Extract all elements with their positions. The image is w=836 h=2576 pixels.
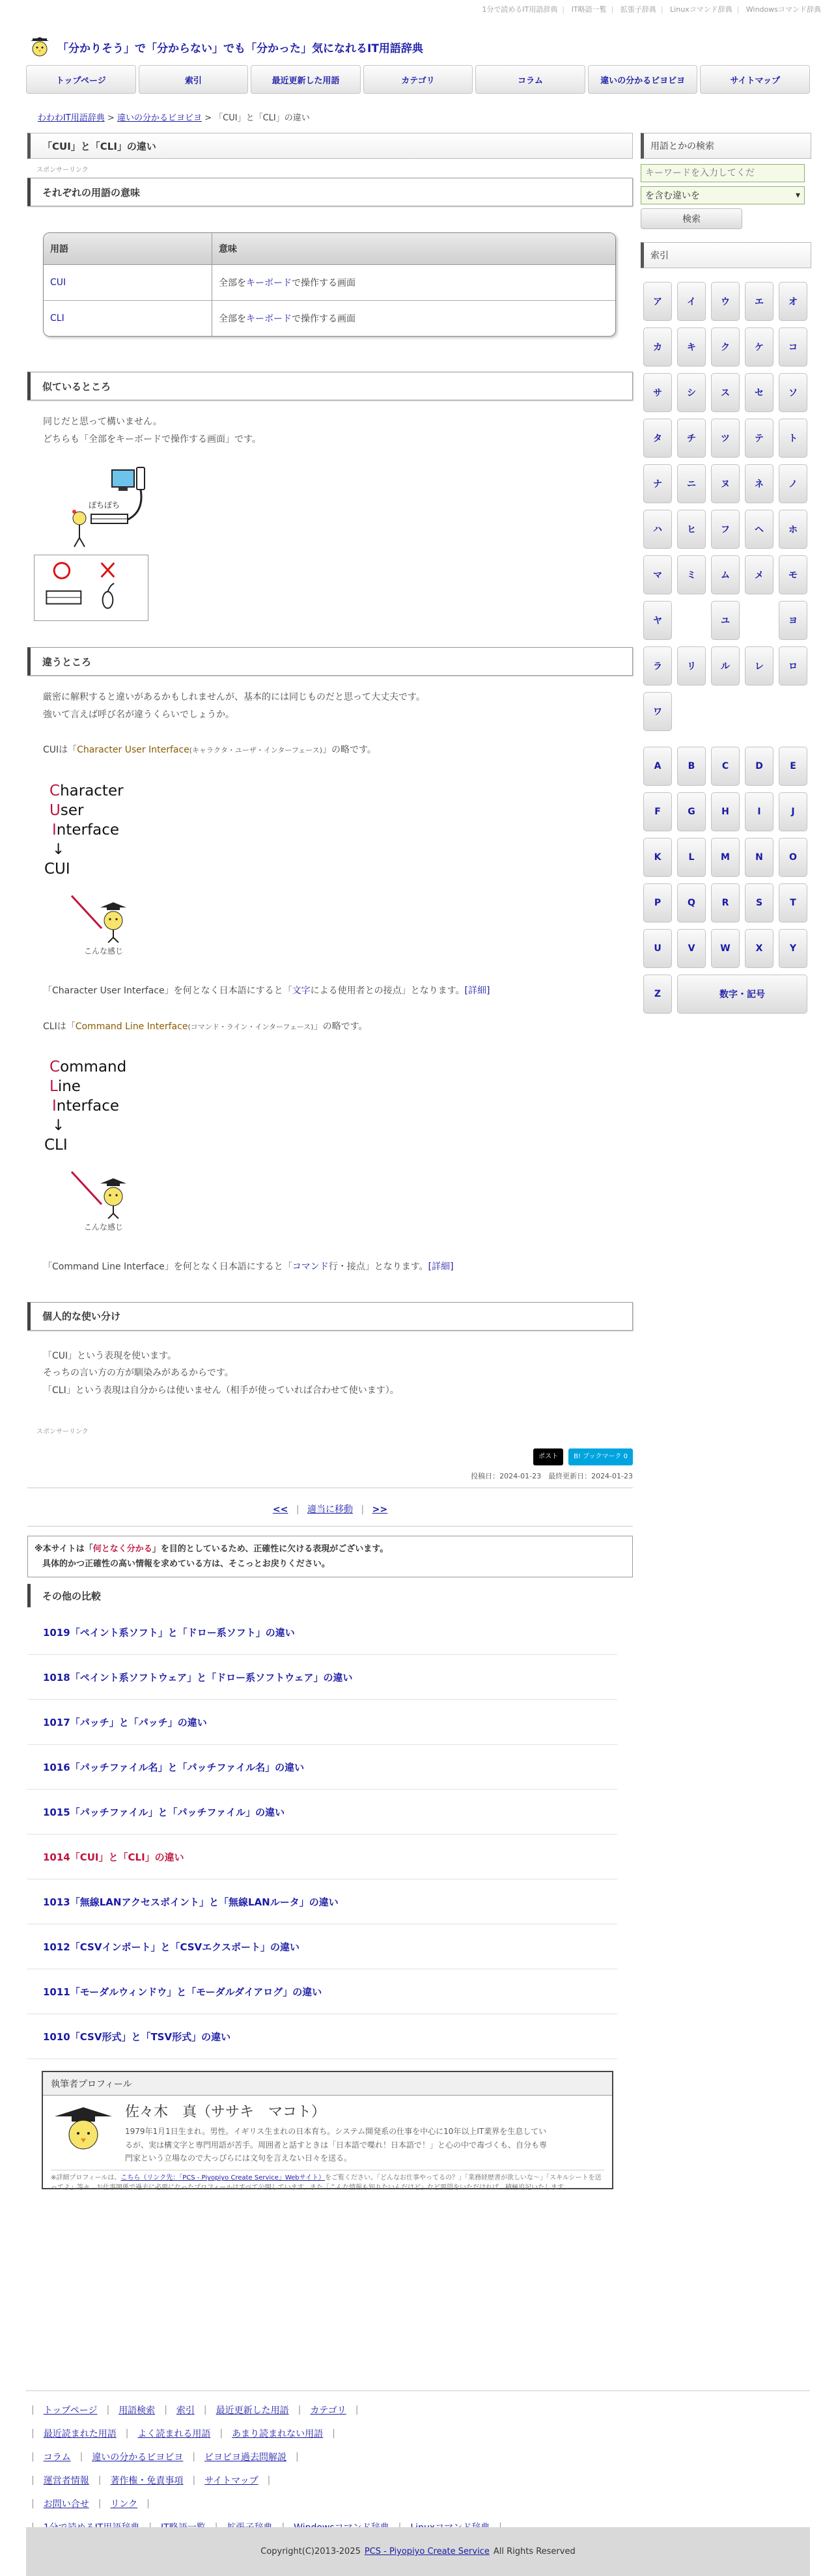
site-title[interactable]: 「分かりそう」で「分からない」でも「分かった」気になれるIT用語辞典 bbox=[57, 42, 423, 55]
cli-full-name: Command Line Interface bbox=[75, 1021, 188, 1032]
footer-separator: | bbox=[79, 2452, 83, 2462]
kana-index-button[interactable]: テ bbox=[745, 419, 773, 458]
nav-difference[interactable]: 違いの分かるビヨビヨ bbox=[588, 65, 698, 94]
kana-index-button[interactable]: ワ bbox=[643, 692, 672, 731]
comparison-link[interactable]: 1015「パッチファイル」と「パッチファイル」の違い bbox=[27, 1790, 617, 1835]
search-heading: 用語とかの検索 bbox=[641, 133, 811, 159]
footer-separator: | bbox=[31, 2499, 35, 2509]
footer-separator: | bbox=[31, 2475, 35, 2486]
meaning-text: 全部を bbox=[219, 278, 246, 288]
notice-box bbox=[27, 1536, 633, 1578]
kana-index-button[interactable]: ウ bbox=[711, 282, 740, 321]
kana-index-button[interactable]: ム bbox=[711, 555, 740, 594]
comparison-link-current[interactable]: 1014「CUI」と「CLI」の違い bbox=[27, 1835, 617, 1879]
cli-abbr: CLI bbox=[44, 1137, 68, 1154]
cui-kana: (キャラクタ・ユーザ・インターフェース) bbox=[189, 746, 323, 755]
search-button[interactable]: 検索 bbox=[641, 208, 742, 229]
kana-index-button[interactable]: ヌ bbox=[711, 464, 740, 503]
sponsor-label: スポンサーリンク bbox=[36, 1428, 89, 1435]
footer-separator: | bbox=[98, 2499, 102, 2509]
pager: << | 適当に移動 | >> bbox=[27, 1503, 633, 1527]
section-heading-meaning: それぞれの用語の意味 bbox=[27, 178, 633, 206]
alpha-index-button[interactable]: H bbox=[711, 792, 740, 831]
alpha-index-button[interactable]: X bbox=[745, 929, 773, 968]
alpha-index-button[interactable]: R bbox=[711, 883, 740, 922]
footer-row bbox=[26, 2445, 810, 2469]
acronym-word: Interface bbox=[52, 1098, 119, 1115]
select-value: を含む違いを bbox=[645, 191, 700, 201]
term-link-cui[interactable]: CUI bbox=[50, 277, 66, 288]
cui-acronym-diagram bbox=[44, 781, 633, 879]
footer-separator: | bbox=[267, 2475, 271, 2486]
kana-index-button[interactable]: コ bbox=[779, 327, 807, 367]
cui-full-name: Character User Interface bbox=[77, 745, 189, 756]
kana-index-button[interactable]: ハ bbox=[643, 510, 672, 549]
copyright-text: All Rights Reserved bbox=[493, 2547, 576, 2556]
footer-separator: | bbox=[192, 2475, 196, 2486]
down-arrow-icon: ↓ bbox=[52, 1117, 65, 1135]
alpha-index-button[interactable]: T bbox=[779, 883, 807, 922]
text-line: 「CLI」という表現は自分からは使いません（相手が使っていれば合わせて使います）。 bbox=[43, 1385, 399, 1396]
sponsor-label: スポンサーリンク bbox=[36, 167, 89, 174]
match-select[interactable] bbox=[641, 186, 805, 204]
ok-ng-keyboard-mouse-illustration bbox=[34, 555, 148, 621]
profile-detail-link[interactable]: こちら（リンク先：「PCS - Piyopiyo Create Service」Webサイト） bbox=[120, 2174, 325, 2182]
acronym-word: Line bbox=[49, 1078, 81, 1096]
cli-explanation bbox=[27, 1258, 633, 1276]
kana-index-button[interactable]: ヨ bbox=[779, 601, 807, 640]
cli-konna-caption: こんな感じ bbox=[83, 1223, 123, 1232]
comparison-list bbox=[27, 1610, 633, 2059]
alpha-index-button[interactable]: E bbox=[779, 747, 807, 786]
top-link[interactable]: Linuxコマンド辞典 bbox=[670, 5, 732, 14]
kana-index-button[interactable]: ア bbox=[643, 282, 672, 321]
x-post-button[interactable]: ポスト bbox=[533, 1448, 563, 1465]
text-line: 同じだと思って構いません。 bbox=[43, 417, 162, 427]
section-heading-difference: 違うところ bbox=[27, 647, 633, 676]
footer-separator: | bbox=[125, 2428, 129, 2439]
kana-index-button[interactable]: ル bbox=[711, 646, 740, 686]
pochi-caption: ぽちぽち bbox=[89, 501, 120, 510]
footer-separator: | bbox=[31, 2452, 35, 2462]
command-link[interactable]: コマンド bbox=[292, 1262, 329, 1273]
notice-line-1: ※本サイトは「何となく分かる」を目的としているため、正確性に欠ける表現がございます。 bbox=[35, 1544, 389, 1554]
kana-index-button[interactable]: ユ bbox=[711, 601, 740, 640]
cli-kana: (コマンド・ライン・インターフェース) bbox=[188, 1022, 314, 1031]
kana-index-button[interactable]: レ bbox=[745, 646, 773, 686]
text-line: 強いて言えば呼び名が違うくらいでしょうか。 bbox=[43, 709, 234, 720]
post-dates: 投稿日：2024-01-23 最終更新日：2024-01-23 bbox=[27, 1471, 633, 1488]
kana-index-button[interactable]: セ bbox=[745, 373, 773, 412]
kana-index-button[interactable]: キ bbox=[677, 327, 706, 367]
text-segment: 「Command Line Interface」を何となく日本語にすると「 bbox=[43, 1262, 292, 1273]
top-link[interactable]: 1分で読めるIT用語辞典 bbox=[482, 5, 558, 14]
alpha-index-button[interactable]: S bbox=[745, 883, 773, 922]
similar-text bbox=[27, 413, 633, 448]
author-profile-box bbox=[42, 2071, 613, 2192]
number-symbol-index-button[interactable]: 数字・記号 bbox=[677, 975, 807, 1014]
section-heading-similar: 似ているところ bbox=[27, 372, 633, 400]
footer-separator: | bbox=[296, 2452, 299, 2462]
chevron-down-icon: ▾ bbox=[795, 190, 800, 201]
kana-index-button[interactable]: ネ bbox=[745, 464, 773, 503]
kana-index-button[interactable]: ラ bbox=[643, 646, 672, 686]
breadcrumb-home[interactable]: わわわIT用語辞典 bbox=[38, 113, 105, 123]
alpha-index-button[interactable]: W bbox=[711, 929, 740, 968]
comparison-link[interactable]: 1019「ペイント系ソフト」と「ドロー系ソフト」の違い bbox=[27, 1610, 617, 1655]
text-line: どちらも「全部をキーボードで操作する画面」です。 bbox=[43, 434, 261, 445]
footer-link[interactable]: お問い合せ bbox=[43, 2499, 89, 2510]
footer-row bbox=[26, 2422, 810, 2445]
random-link[interactable]: 適当に移動 bbox=[307, 1504, 353, 1515]
alpha-index-button[interactable]: K bbox=[643, 838, 672, 877]
kana-index-grid bbox=[641, 279, 811, 734]
text-segment: CUIは「 bbox=[43, 745, 77, 756]
kana-index-button[interactable]: ニ bbox=[677, 464, 706, 503]
kana-index-button[interactable]: ソ bbox=[779, 373, 807, 412]
terms-table bbox=[43, 232, 616, 337]
moji-link[interactable]: 文字 bbox=[292, 985, 311, 996]
cli-word-1-rest: ommand bbox=[60, 1059, 127, 1076]
teacher-chick-icon bbox=[68, 891, 139, 943]
breadcrumb: わわわIT用語辞典 > 違いの分かるビヨビヨ > 「CUI」と「CLI」の違い bbox=[38, 113, 310, 123]
difference-text bbox=[27, 689, 633, 723]
site-header bbox=[29, 34, 423, 60]
kana-index-button[interactable]: ミ bbox=[677, 555, 706, 594]
alpha-index-button[interactable]: V bbox=[677, 929, 706, 968]
footer-link[interactable]: 最近更新した用語 bbox=[216, 2405, 289, 2416]
alpha-index-button[interactable]: N bbox=[745, 838, 773, 877]
footer-link[interactable]: サイトマップ bbox=[204, 2476, 258, 2486]
footer-link[interactable]: リンク bbox=[110, 2499, 138, 2510]
kana-index-button[interactable]: ノ bbox=[779, 464, 807, 503]
footer-link[interactable]: あまり読まれない用語 bbox=[232, 2429, 324, 2439]
kana-index-button[interactable]: オ bbox=[779, 282, 807, 321]
cui-abbr: CUI bbox=[44, 860, 70, 878]
kana-index-button[interactable]: ト bbox=[779, 419, 807, 458]
main-nav bbox=[26, 65, 810, 94]
text-line: そっちの言い方の方が馴染みがあるからです。 bbox=[43, 1368, 234, 1379]
cui-explanation bbox=[27, 982, 633, 1000]
kana-index-button[interactable]: ヒ bbox=[677, 510, 706, 549]
alpha-index-button[interactable]: O bbox=[779, 838, 807, 877]
text-line: 「CUI」という表現を使います。 bbox=[43, 1350, 177, 1361]
profile-note: ※詳細プロフィールは、こちら（リンク先：「PCS - Piyopiyo Create Service」Webサイト）をご覧ください。「どんなお仕事やってるの？」「業務経歴書が欲しいな～」「スキルシートを送ってよ」等々、お仕事関係で過去に必要になったプロフィールはすべて公開しています。また「こんな情報も知りたいんだけど」など要望をいただければ、積極追記いたします。 bbox=[51, 2170, 604, 2193]
kana-index-button[interactable]: ヘ bbox=[745, 510, 773, 549]
main-content bbox=[27, 133, 633, 2192]
kana-index-button[interactable]: タ bbox=[643, 419, 672, 458]
table-header: 意味 bbox=[212, 233, 615, 265]
alpha-index-button[interactable]: B bbox=[677, 747, 706, 786]
alpha-index-button[interactable]: F bbox=[643, 792, 672, 831]
cui-teacher-illustration bbox=[68, 891, 139, 956]
alpha-index-button[interactable]: P bbox=[643, 883, 672, 922]
footer-separator: | bbox=[355, 2405, 359, 2415]
prev-link[interactable]: << bbox=[272, 1504, 288, 1515]
footer-separator: | bbox=[31, 2405, 35, 2415]
alpha-index-button[interactable]: Q bbox=[677, 883, 706, 922]
kana-index-button[interactable]: ス bbox=[711, 373, 740, 412]
kana-index-button[interactable]: リ bbox=[677, 646, 706, 686]
table-header: 用語 bbox=[44, 233, 212, 265]
cli-word-3-rest: nterface bbox=[56, 1098, 119, 1115]
page-title: 「CUI」と「CLI」の違い bbox=[27, 133, 633, 159]
index-heading: 索引 bbox=[641, 242, 811, 268]
share-buttons bbox=[27, 1448, 633, 1465]
meaning-text: で操作する画面 bbox=[292, 314, 355, 324]
kana-index-button[interactable]: サ bbox=[643, 373, 672, 412]
footer-link[interactable]: ビヨビヨ過去問解説 bbox=[204, 2452, 287, 2463]
footer-separator: | bbox=[219, 2428, 223, 2439]
keyboard-link[interactable]: キーボード bbox=[246, 314, 292, 324]
breadcrumb-section[interactable]: 違いの分かるビヨビヨ bbox=[117, 113, 202, 123]
acronym-word: Character bbox=[49, 782, 124, 799]
comparison-link[interactable]: 1013「無線LANアクセスポイント」と「無線LANルータ」の違い bbox=[27, 1879, 617, 1924]
cui-word-2-rest: ser bbox=[60, 801, 84, 819]
top-link[interactable]: 拡張子辞典 bbox=[620, 5, 656, 14]
author-bio: 1979年1月1日生まれ。男性。イギリス生まれの日本育ち。システム開発系の仕事を中心に10年以上IT業界を生息しているが、実は構文字と専門用語が苦手。周囲者と話すときは「日本語で喋れ！日本語で！」と心の中で毒づくも、自分も専門家という立場なので大っぴらには文句を言えない日々を送る。 bbox=[125, 2127, 548, 2163]
kana-index-button[interactable]: ナ bbox=[643, 464, 672, 503]
author-avatar-icon bbox=[51, 2101, 116, 2153]
comparison-link[interactable]: 1011「モーダルウィンドウ」と「モーダルダイアログ」の違い bbox=[27, 1969, 617, 2014]
cui-detail-link[interactable]: [詳細] bbox=[464, 985, 490, 996]
footer-separator: | bbox=[98, 2475, 102, 2486]
kana-index-button[interactable]: チ bbox=[677, 419, 706, 458]
text-segment: CLIは「 bbox=[43, 1021, 76, 1032]
footer-link[interactable]: よく読まれる用語 bbox=[137, 2429, 211, 2439]
text-segment: 「Character User Interface」を何となく日本語にすると「 bbox=[43, 985, 292, 996]
kana-index-button[interactable]: ケ bbox=[745, 327, 773, 367]
kana-index-button[interactable]: ツ bbox=[711, 419, 740, 458]
alpha-index-button[interactable]: Y bbox=[779, 929, 807, 968]
footer-separator: | bbox=[164, 2405, 167, 2415]
kana-index-button[interactable]: メ bbox=[745, 555, 773, 594]
table-row bbox=[44, 265, 615, 301]
author-name: 佐々木 真（ササキ マコト） bbox=[125, 2104, 326, 2121]
text-segment: 」の略です。 bbox=[322, 745, 376, 756]
alpha-index-button[interactable]: M bbox=[711, 838, 740, 877]
cui-konna-caption: こんな感じ bbox=[83, 946, 123, 956]
kana-index-button[interactable]: ヤ bbox=[643, 601, 672, 640]
footer-row bbox=[26, 2492, 810, 2515]
chick-logo-icon[interactable] bbox=[29, 36, 51, 58]
meaning-text: で操作する画面 bbox=[292, 278, 355, 288]
kana-index-button[interactable]: イ bbox=[677, 282, 706, 321]
footer-links bbox=[26, 2398, 810, 2539]
acronym-word: Interface bbox=[52, 821, 119, 838]
footer-link[interactable]: 用語検索 bbox=[118, 2405, 156, 2416]
footer-link[interactable]: 運営者情報 bbox=[43, 2476, 89, 2486]
text-segment: 行・接点」となります。 bbox=[328, 1262, 428, 1273]
table-row bbox=[44, 301, 615, 336]
search-input[interactable] bbox=[641, 164, 805, 182]
footer-link[interactable]: 違いの分かるビヨビヨ bbox=[92, 2452, 184, 2463]
nav-top[interactable]: トップページ bbox=[26, 65, 136, 94]
nav-recent[interactable]: 最近更新した用語 bbox=[251, 65, 361, 94]
hatena-bookmark-button[interactable]: B! ブックマーク 0 bbox=[568, 1448, 633, 1465]
acronym-word: User bbox=[49, 801, 84, 819]
alpha-index-button[interactable]: C bbox=[711, 747, 740, 786]
nav-category[interactable]: カテゴリ bbox=[363, 65, 473, 94]
alpha-index-grid bbox=[641, 743, 811, 1017]
footer-link[interactable]: トップページ bbox=[43, 2405, 98, 2416]
footer-row bbox=[26, 2398, 810, 2422]
top-link[interactable]: IT略語一覧 bbox=[571, 5, 607, 14]
cli-definition bbox=[27, 1018, 633, 1036]
down-arrow-icon: ↓ bbox=[52, 840, 65, 858]
cli-word-2-rest: ine bbox=[57, 1078, 81, 1096]
text-line: 厳密に解釈すると違いがあるかもしれませんが、基本的には同じものだと思って大丈夫です。 bbox=[43, 692, 425, 703]
person-typing-illustration bbox=[53, 461, 203, 552]
kana-index-button[interactable]: カ bbox=[643, 327, 672, 367]
cli-acronym-diagram bbox=[44, 1057, 633, 1155]
next-link[interactable]: >> bbox=[372, 1504, 388, 1515]
copyright-text: Copyright(C)2013-2025 bbox=[260, 2547, 361, 2556]
alpha-index-button[interactable]: G bbox=[677, 792, 706, 831]
notice-line-2: 具体的かつ正確性の高い情報を求めている方は、そこっとお戻りください。 bbox=[42, 1558, 330, 1569]
comparison-link[interactable]: 1017「パッチ」と「パッチ」の違い bbox=[27, 1700, 617, 1745]
term-link-cli[interactable]: CLI bbox=[50, 313, 64, 324]
alpha-index-button[interactable]: L bbox=[677, 838, 706, 877]
alpha-index-button[interactable]: U bbox=[643, 929, 672, 968]
nav-index[interactable]: 索引 bbox=[139, 65, 249, 94]
footer-separator: | bbox=[106, 2405, 110, 2415]
keyboard-link[interactable]: キーボード bbox=[246, 278, 292, 288]
alpha-index-button[interactable]: A bbox=[643, 747, 672, 786]
meaning-text: 全部を bbox=[219, 314, 246, 324]
top-links: 1分で読めるIT用語辞典 | IT略語一覧 | 拡張子辞典 | Linuxコマンド辞典 | Windowsコマンド辞典 bbox=[0, 0, 836, 20]
kana-index-button[interactable]: エ bbox=[745, 282, 773, 321]
footer-separator: | bbox=[192, 2452, 196, 2462]
footer-separator: | bbox=[298, 2405, 301, 2415]
kana-index-button[interactable]: ク bbox=[711, 327, 740, 367]
footer-link[interactable]: 索引 bbox=[176, 2405, 195, 2416]
kana-index-button[interactable]: シ bbox=[677, 373, 706, 412]
pcs-link[interactable]: PCS - Piyopiyo Create Service bbox=[364, 2547, 490, 2556]
footer-divider bbox=[26, 2390, 810, 2391]
profile-heading: 執筆者プロフィール bbox=[43, 2072, 612, 2096]
nav-sitemap[interactable]: サイトマップ bbox=[700, 65, 810, 94]
footer-separator: | bbox=[31, 2428, 35, 2439]
alpha-index-button[interactable]: J bbox=[779, 792, 807, 831]
text-segment: による使用者との接点」となります。 bbox=[310, 985, 465, 996]
kana-index-button[interactable]: モ bbox=[779, 555, 807, 594]
teacher-chick-icon bbox=[68, 1167, 139, 1219]
comparison-link[interactable]: 1018「ペイント系ソフトウェア」と「ドロー系ソフトウェア」の違い bbox=[27, 1655, 617, 1700]
top-link[interactable]: Windowsコマンド辞典 bbox=[745, 5, 821, 14]
footer-link[interactable]: カテゴリ bbox=[310, 2405, 346, 2416]
cli-teacher-illustration bbox=[68, 1167, 139, 1232]
kana-index-button[interactable]: マ bbox=[643, 555, 672, 594]
cui-word-1-rest: haracter bbox=[60, 782, 124, 799]
kana-index-button[interactable]: ロ bbox=[779, 646, 807, 686]
alpha-index-button[interactable]: D bbox=[745, 747, 773, 786]
comparison-link[interactable]: 1016「パッチファイル名」と「パッチファイル名」の違い bbox=[27, 1745, 617, 1790]
text-segment: 」の略です。 bbox=[313, 1021, 368, 1032]
alpha-index-button-z[interactable]: Z bbox=[643, 975, 672, 1014]
footer-separator: | bbox=[203, 2405, 207, 2415]
comparison-link[interactable]: 1010「CSV形式」と「TSV形式」の違い bbox=[27, 2014, 617, 2059]
section-heading-personal: 個人的な使い分け bbox=[27, 1302, 633, 1331]
cui-definition bbox=[27, 741, 633, 759]
comparison-link[interactable]: 1012「CSVインポート」と「CSVエクスポート」の違い bbox=[27, 1924, 617, 1969]
breadcrumb-current: 「CUI」と「CLI」の違い bbox=[214, 113, 310, 123]
footer-link[interactable]: コラム bbox=[43, 2452, 71, 2463]
footer-separator: | bbox=[332, 2428, 335, 2439]
section-heading-other: その他の比較 bbox=[27, 1584, 633, 1607]
sidebar bbox=[641, 133, 811, 1017]
personal-text bbox=[27, 1348, 633, 1400]
kana-index-button[interactable]: ホ bbox=[779, 510, 807, 549]
alpha-index-button[interactable]: I bbox=[745, 792, 773, 831]
cli-detail-link[interactable]: [詳細] bbox=[428, 1262, 454, 1273]
kana-index-button[interactable]: フ bbox=[711, 510, 740, 549]
footer-separator: | bbox=[146, 2499, 150, 2509]
nav-column[interactable]: コラム bbox=[475, 65, 585, 94]
footer-link[interactable]: 著作権・免責事項 bbox=[110, 2476, 184, 2486]
footer-link[interactable]: 最近読まれた用語 bbox=[43, 2429, 117, 2439]
copyright-bar bbox=[26, 2527, 810, 2576]
cui-word-3-rest: nterface bbox=[56, 821, 119, 838]
acronym-word: Command bbox=[49, 1059, 127, 1076]
footer-row bbox=[26, 2469, 810, 2492]
